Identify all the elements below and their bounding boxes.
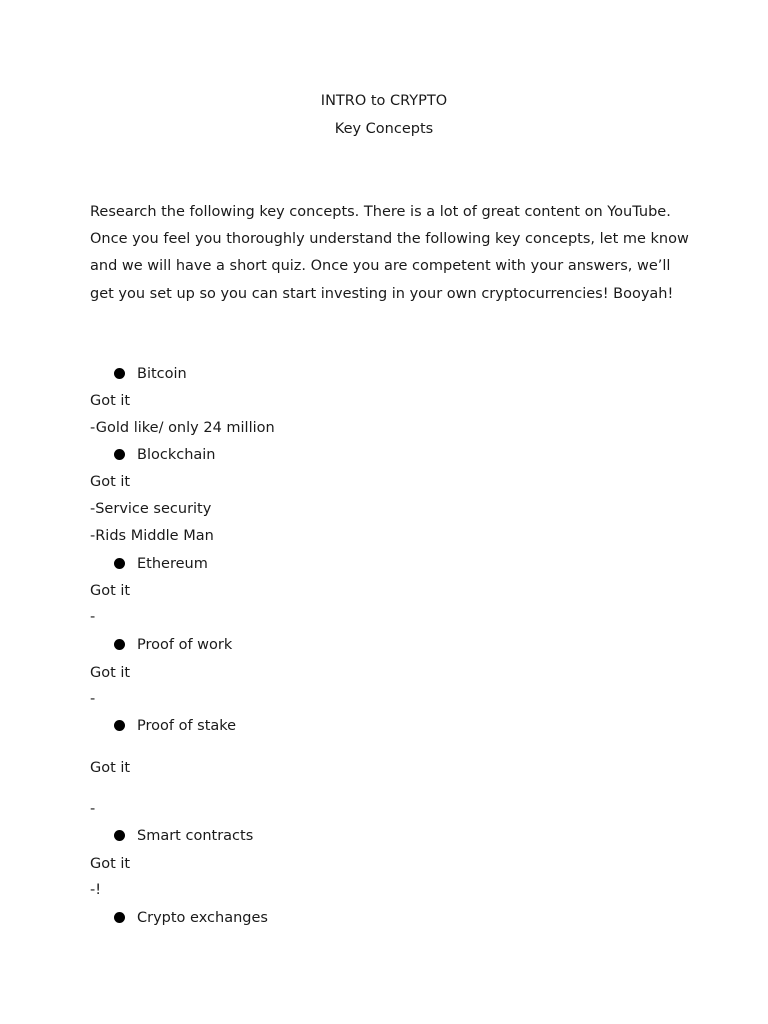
bullet-label: Proof of stake bbox=[137, 718, 237, 734]
bullet-icon bbox=[114, 558, 125, 569]
note-line: Got it bbox=[90, 393, 131, 409]
bullet-label: Smart contracts bbox=[137, 828, 254, 844]
note-line: -Gold like/ only 24 million bbox=[90, 420, 275, 436]
note-line: -Rids Middle Man bbox=[90, 528, 214, 544]
bullet-icon bbox=[114, 912, 125, 923]
bullet-label: Crypto exchanges bbox=[137, 910, 268, 926]
note-line: Got it bbox=[90, 665, 131, 681]
note-line: Got it bbox=[90, 474, 131, 490]
note-line: - bbox=[90, 691, 96, 707]
bullet-item-crypto-exchanges bbox=[112, 909, 268, 927]
note-line: -! bbox=[90, 882, 102, 898]
bullet-item-blockchain bbox=[112, 446, 215, 464]
note-line: -Service security bbox=[90, 501, 212, 517]
bullet-label: Ethereum bbox=[137, 556, 208, 572]
bullet-item-bitcoin bbox=[112, 365, 187, 383]
bullet-item-proof-of-work bbox=[112, 636, 232, 654]
note-line: Got it bbox=[90, 583, 131, 599]
bullet-item-smart-contracts bbox=[112, 827, 253, 845]
note-line: - bbox=[90, 609, 96, 625]
bullet-label: Proof of work bbox=[137, 637, 233, 653]
bullet-icon bbox=[114, 639, 125, 650]
note-line: Got it bbox=[90, 760, 131, 776]
document-title: INTRO to CRYPTO bbox=[320, 93, 448, 109]
note-line: Got it bbox=[90, 856, 131, 872]
bullet-icon bbox=[114, 368, 125, 379]
bullet-icon bbox=[114, 720, 125, 731]
note-line: - bbox=[90, 801, 96, 817]
document-subtitle: Key Concepts bbox=[334, 121, 434, 137]
bullet-item-ethereum bbox=[112, 555, 208, 573]
bullet-label: Blockchain bbox=[137, 447, 216, 463]
bullet-icon bbox=[114, 449, 125, 460]
bullet-icon bbox=[114, 830, 125, 841]
bullet-label: Bitcoin bbox=[137, 366, 187, 382]
intro-paragraph: Research the following key concepts. There is a lot of great content on YouTube. Once you feel you thoroughly understand the following key concepts, let me know and we will have a short quiz. Once you are competent with your answers, we’ll get you set up so you can start investing in your own cryptocurrencies! Booyah! bbox=[90, 204, 689, 302]
bullet-item-proof-of-stake bbox=[112, 717, 236, 735]
